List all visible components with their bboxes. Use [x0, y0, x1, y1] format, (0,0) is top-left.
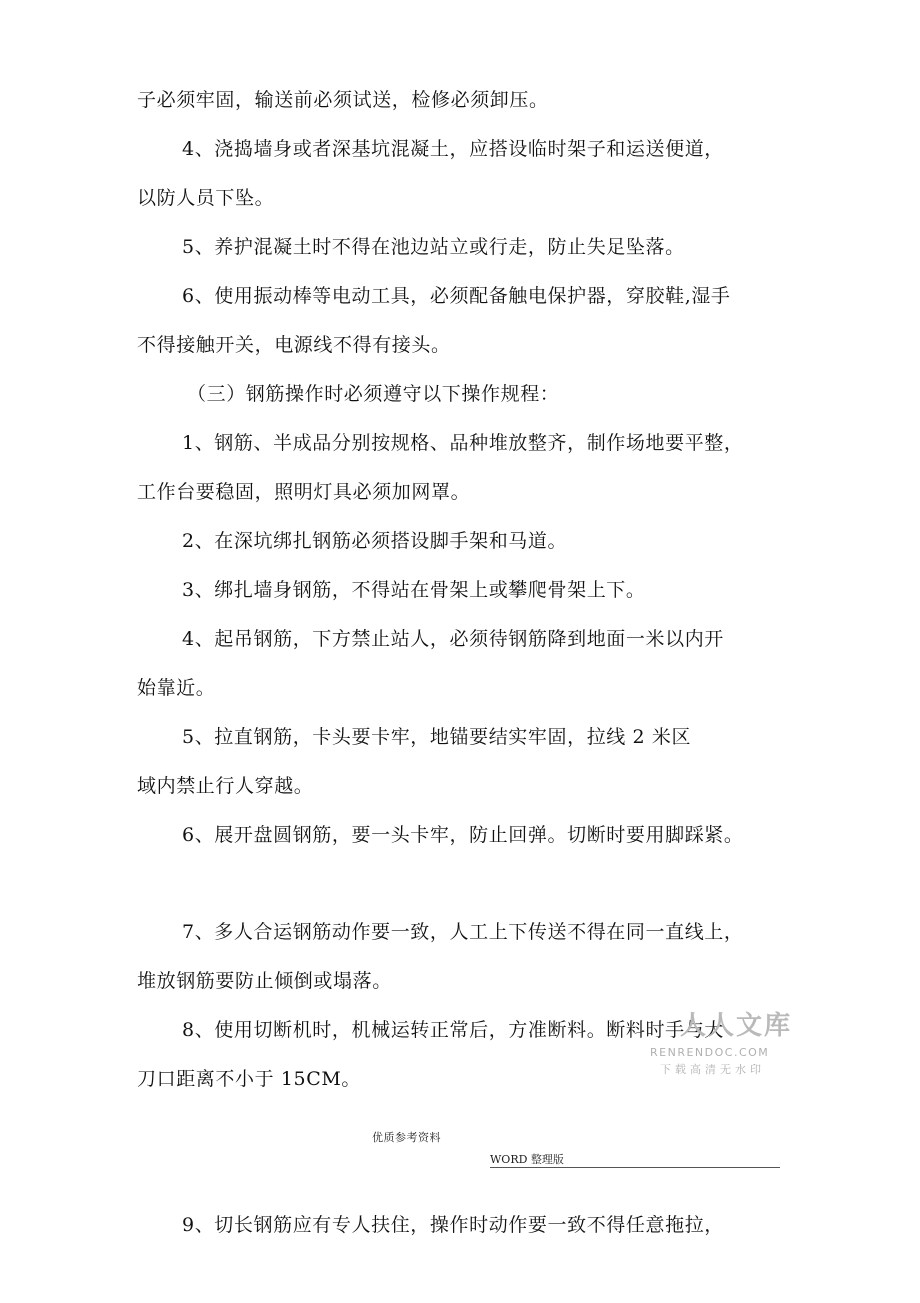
paragraph-line: 4、起吊钢筋，下方禁止站人，必须待钢筋降到地面一米以内开 — [182, 628, 724, 650]
paragraph-line: 堆放钢筋要防止倾倒或塌落。 — [137, 970, 392, 992]
paragraph-line: 2、在深坑绑扎钢筋必须搭设脚手架和马道。 — [182, 530, 568, 552]
watermark-title: 人人文库 — [680, 1011, 793, 1041]
watermark-url: RENRENDOC.COM — [650, 1046, 770, 1059]
paragraph-line: 5、养护混凝土时不得在池边站立或行走，防止失足坠落。 — [182, 236, 685, 258]
paragraph-line: 8、使用切断机时，机械运转正常后，方准断料。断料时手与大 — [182, 1019, 724, 1041]
paragraph-line: 6、使用振动棒等电动工具，必须配备触电保护器，穿胶鞋,湿手 — [182, 285, 731, 307]
paragraph-line: 5、拉直钢筋，卡头要卡牢，地锚要结实牢固，拉线 2 米区 — [182, 726, 692, 748]
watermark-subtitle: 下载高清无水印 — [660, 1063, 765, 1076]
footer-version-label: WORD 整理版 — [490, 1153, 780, 1168]
section-heading: （三）钢筋操作时必须遵守以下操作规程： — [187, 383, 560, 405]
paragraph-line: 7、多人合运钢筋动作要一致，人工上下传送不得在同一直线上， — [182, 921, 744, 943]
footer-label: 优质参考资料 — [372, 1131, 441, 1144]
paragraph-line: 始靠近。 — [137, 677, 216, 699]
paragraph-line: 9、切长钢筋应有专人扶住，操作时动作要一致不得任意拖拉， — [182, 1214, 724, 1236]
paragraph-line: 1、钢筋、半成品分别按规格、品种堆放整齐，制作场地要平整， — [182, 432, 744, 454]
paragraph-line: 刀口距离不小于 15CM。 — [137, 1068, 362, 1090]
paragraph-line: 不得接触开关，电源线不得有接头。 — [137, 334, 451, 356]
paragraph-line: 4、浇捣墙身或者深基坑混凝土，应搭设临时架子和运送便道， — [182, 138, 724, 160]
paragraph-line: 3、绑扎墙身钢筋，不得站在骨架上或攀爬骨架上下。 — [182, 579, 646, 601]
paragraph-line: 工作台要稳固，照明灯具必须加网罩。 — [137, 481, 471, 503]
paragraph-line: 6、展开盘圆钢筋，要一头卡牢，防止回弹。切断时要用脚踩紧。 — [182, 824, 744, 846]
paragraph-line: 域内禁止行人穿越。 — [137, 775, 314, 797]
paragraph-line: 子必须牢固，输送前必须试送，检修必须卸压。 — [137, 89, 549, 111]
paragraph-line: 以防人员下坠。 — [137, 187, 275, 209]
